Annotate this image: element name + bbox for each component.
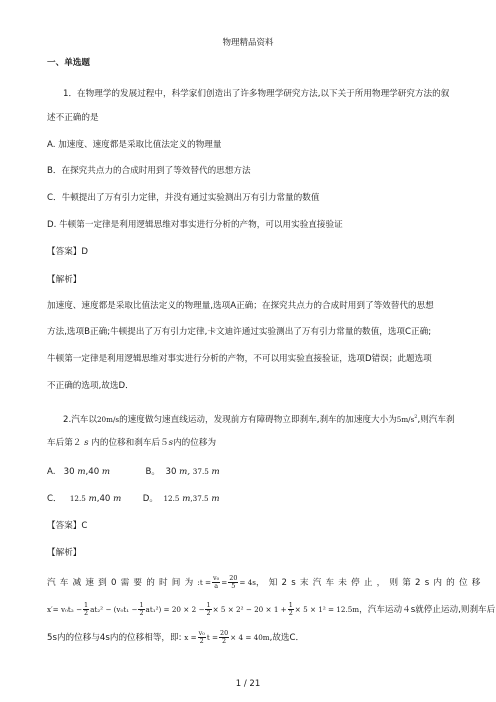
q1-analysis-line1: 加速度、速度都是采取比值法定义的物理量,选项A正确；在探究共点力的合成时用到了等效替代的思想 (47, 301, 434, 311)
fraction-numerator: 1 (288, 601, 293, 609)
q2-time-equals: = (221, 578, 228, 587)
q2-option-d-label: D。 (142, 494, 158, 504)
fraction-denominator: 2 (288, 609, 293, 617)
q1-answer: 【答案】D (47, 247, 88, 257)
q2-option-c-unit2: m (113, 494, 122, 504)
q1-stem-line2: 述不正确的是 (47, 113, 99, 123)
q1-analysis-line3: 牛顿第一定律是利用逻辑思维对事实进行分析的产物，不可以用实验直接验证，选项D错误；此题选项 (47, 354, 432, 364)
fraction-numerator: 20 (220, 629, 229, 637)
fraction-denominator: 5 (231, 582, 236, 590)
page-header-title: 物理精品资料 (222, 38, 274, 48)
fraction-numerator: v₀ (198, 629, 205, 637)
q2-option-b-value1: 30 (165, 467, 177, 477)
q2-stem-text-a: 2.汽车以 (63, 414, 97, 425)
half-fraction (205, 602, 211, 617)
fraction-numerator: 1 (84, 601, 89, 609)
page-number: 1 / 21 (235, 679, 261, 689)
q2-analysis-text-d: ,故选C． (269, 633, 305, 643)
q2-stem2-text-a: 车后第２ (47, 438, 82, 448)
section-heading: 一、单选题 (47, 58, 90, 68)
q2-option-d-value1: 12.5 (163, 494, 180, 503)
fraction-numerator: 1 (206, 601, 211, 609)
q2-displacement-expr-2: at₂² − (v₀t₁ − (90, 605, 138, 614)
q1-analysis-line2: 方法,选项B正确;牛顿提出了万有引力定律,卡文迪许通过实验测出了万有引力常量的数值，选项C正确; (47, 327, 432, 337)
q2-analysis-text-a: 汽车减速到0需要的时间为 (47, 578, 198, 588)
q2-stem-line2 (47, 438, 216, 449)
q2-time-fraction-1 (212, 575, 220, 590)
q1-option-a: A. 加速度、速度都是采取比值法定义的物理量 (47, 140, 222, 150)
q1-option-b: B．在探究共点力的合成时用到了等效替代的思想方法 (47, 166, 251, 176)
q2-option-b-unit1: m, (179, 467, 191, 477)
fraction-denominator: 2 (139, 609, 144, 617)
q2-accel-value: 5m/s (396, 414, 415, 424)
q2-accel-exponent: 2 (414, 414, 418, 420)
q2-stem2-text-c: 内的位移为 (173, 438, 217, 448)
fraction-denominator: 2 (206, 609, 211, 617)
fraction-numerator: 20 (229, 574, 238, 582)
half-fraction (83, 602, 89, 617)
q2-stem2-text-b: 内的位移和刹车后５ (91, 438, 169, 448)
q2-option-a-value1: 30 (63, 467, 75, 477)
fraction-numerator: 1 (139, 601, 144, 609)
q2-displacement-expr-5: × 5 × 1² = 12.5m (294, 605, 360, 614)
q2-analysis-text-b: ，知2s末汽车未停止，则第2s内的位移 (255, 578, 485, 588)
fraction-denominator: 2 (222, 637, 227, 645)
q2-final-result: × 4 = 40m (230, 633, 270, 642)
q2-analysis-line2-tail: ，汽车运动４s就停止运动,则刹车后 (359, 605, 496, 615)
q2-options-row1 (47, 466, 220, 478)
fraction-denominator: 2 (84, 609, 89, 617)
q2-options-row2 (47, 493, 220, 505)
q2-final-mid: t = (206, 633, 219, 642)
q2-displacement-expr-3: at₁²) = 20 × 2 − (145, 605, 205, 614)
q1-stem-line1: 1．在物理学的发展过程中，科学家们创造出了许多物理学研究方法,以下关于所用物理学研究方法的叙 (63, 89, 450, 99)
q2-option-a-unit2: m (101, 467, 111, 477)
q2-time-result: = 4s (239, 578, 256, 587)
q2-analysis-text-c: 5s内的位移与4s内的位移相等，即: (47, 633, 182, 643)
q2-option-b-value2: 37.5 (192, 467, 209, 476)
q2-displacement-expr-1: x′= v₀t₂ − (47, 605, 83, 614)
q2-time-lhs: :t = (197, 578, 212, 587)
q2-time-fraction-2 (228, 575, 238, 590)
q2-speed-value: 20m/s (96, 414, 120, 424)
q2-analysis-line1 (47, 575, 485, 590)
q2-stem-text-b: 的速度做匀速直线运动，发现前方有障碍物立即刹车,刹车的加速度大小为 (119, 414, 397, 425)
q2-analysis-label: 【解析】 (47, 548, 82, 558)
q2-option-a-label: A. (47, 467, 56, 477)
q2-option-d-unit2: m (211, 494, 220, 504)
q2-unit-s-1: s (84, 438, 89, 448)
q2-option-a-unit1: m (77, 467, 86, 477)
q2-stem-text-c: ,则汽车刹 (417, 414, 455, 425)
q2-option-d-value2: ,37.5 (190, 494, 209, 503)
half-fraction (138, 602, 144, 617)
q2-displacement-expr-4: × 5 × 2² − 20 × 1 + (212, 605, 287, 614)
q2-option-c-value2: ,40 (96, 494, 111, 504)
q2-answer: 【答案】C (47, 521, 88, 531)
q2-analysis-line3 (47, 630, 304, 645)
q2-option-c-unit1: m (88, 494, 97, 504)
q1-option-d: D. 牛顿第一定律是利用逻辑思维对事实进行分析的产物，可以用实验直接验证 (47, 220, 343, 230)
q2-final-fraction-1 (198, 630, 206, 645)
q2-option-b-unit2: m (211, 467, 220, 477)
q1-analysis-line4: 不正确的选项,故选D． (47, 381, 134, 391)
half-fraction (288, 602, 294, 617)
fraction-numerator: v₀ (213, 574, 220, 582)
q2-analysis-line2 (47, 602, 495, 617)
q2-final-fraction-2 (219, 630, 229, 645)
q2-option-c-value1: 12.5 (69, 494, 86, 503)
q2-option-d-unit1: m (182, 494, 191, 504)
q2-stem-line1 (63, 412, 455, 426)
q2-option-b-label: B。 (145, 467, 161, 477)
q1-option-c: C．牛顿提出了万有引力定律，并没有通过实验测出万有引力常量的数值 (47, 193, 320, 203)
q2-unit-s-2: s (168, 438, 174, 448)
q2-option-a-value2: ,40 (85, 467, 100, 477)
q2-final-lhs: x = (184, 633, 197, 642)
fraction-denominator: a (214, 582, 219, 590)
fraction-denominator: 2 (199, 637, 204, 645)
q1-analysis-label: 【解析】 (47, 275, 82, 285)
q2-option-c-label: C． (47, 494, 62, 504)
